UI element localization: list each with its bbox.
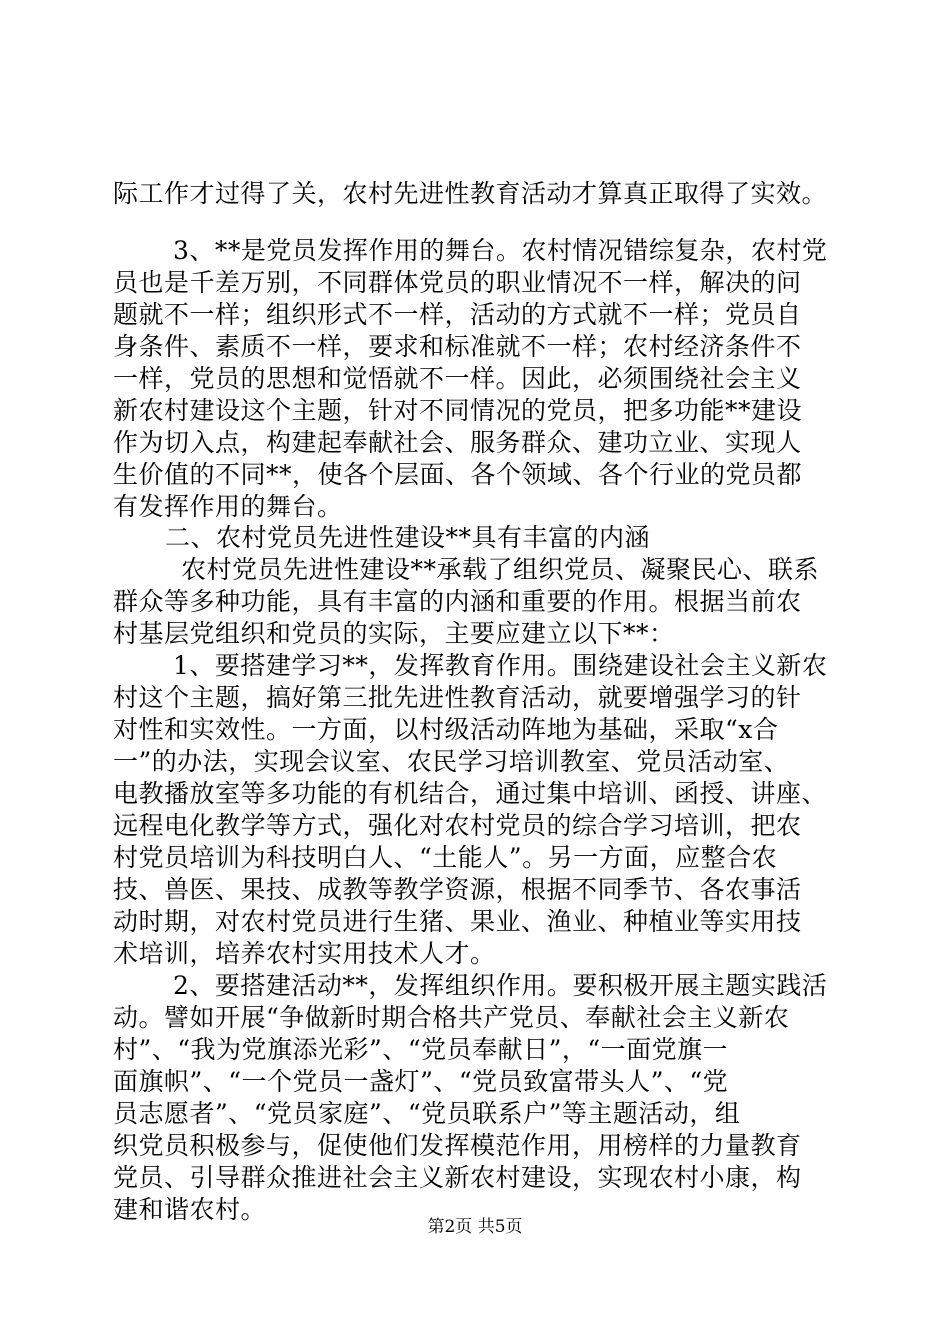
text-line: 对性和实效性。一方面，以村级活动阵地为基础，采取“x合 bbox=[113, 715, 779, 744]
text-line: 术培训，培养农村实用技术人才。 bbox=[113, 939, 496, 968]
text-line: 电教播放室等多功能的有机结合，通过集中培训、函授、讲座、 bbox=[113, 779, 828, 808]
text-line: 员志愿者”、“党员家庭”、“党员联系户”等主题活动，组 bbox=[113, 1099, 741, 1128]
text-line: 有发挥作用的舞台。 bbox=[113, 492, 343, 521]
text-line: 村这个主题，搞好第三批先进性教育活动，就要增强学习的针 bbox=[113, 683, 802, 712]
text-line: 动。譬如开展“争做新时期合格共产党员、奉献社会主义新农 bbox=[113, 1003, 790, 1032]
text-line: 身条件、素质不一样，要求和标准就不一样；农村经济条件不 bbox=[113, 332, 802, 361]
text-line: 际工作才过得了关，农村先进性教育活动才算真正取得了实效。 bbox=[113, 179, 828, 208]
text-line: 织党员积极参与，促使他们发挥模范作用，用榜样的力量教育 bbox=[113, 1131, 802, 1160]
text-line: 题就不一样；组织形式不一样，活动的方式就不一样；党员自 bbox=[113, 300, 802, 329]
text-line: 村基层党组织和党员的实际，主要应建立以下**： bbox=[113, 619, 675, 648]
text-line: 建和谐农村。 bbox=[113, 1195, 267, 1224]
text-line: 生价值的不同**，使各个层面、各个领域、各个行业的党员都 bbox=[113, 460, 803, 489]
section-heading: 二、农村党员先进性建设**具有丰富的内涵 bbox=[165, 523, 651, 552]
text-line: 作为切入点，构建起奉献社会、服务群众、建功立业、实现人 bbox=[113, 428, 802, 457]
text-line: 3、**是党员发挥作用的舞台。农村情况错综复杂，农村党 bbox=[173, 236, 828, 265]
text-line: 村党员培训为科技明白人、“土能人”。另一方面，应整合农 bbox=[113, 843, 778, 872]
text-line: 一样，党员的思想和觉悟就不一样。因此，必须围绕社会主义 bbox=[113, 364, 802, 393]
text-line: 技、兽医、果技、成教等教学资源，根据不同季节、各农事活 bbox=[113, 875, 802, 904]
text-line: 2、要搭建活动**，发挥组织作用。要积极开展主题实践活 bbox=[173, 971, 828, 1000]
text-line: 党员、引导群众推进社会主义新农村建设，实现农村小康，构 bbox=[113, 1163, 802, 1192]
page-number: 第2页 共5页 bbox=[427, 1217, 523, 1237]
text-line: 面旗帜”、“一个党员一盏灯”、“党员致富带头人”、“党 bbox=[113, 1067, 729, 1096]
text-line: 员也是千差万别，不同群体党员的职业情况不一样，解决的问 bbox=[113, 268, 802, 297]
text-line: 远程电化教学等方式，强化对农村党员的综合学习培训，把农 bbox=[113, 811, 802, 840]
text-line: 1、要搭建学习**，发挥教育作用。围绕建设社会主义新农 bbox=[173, 651, 828, 680]
text-line: 动时期，对农村党员进行生猪、果业、渔业、种植业等实用技 bbox=[113, 907, 802, 936]
text-line: 村”、“我为党旗添光彩”、“党员奉献日”，“一面党旗一 bbox=[113, 1035, 729, 1064]
text-line: 群众等多种功能，具有丰富的内涵和重要的作用。根据当前农 bbox=[113, 587, 802, 616]
text-line: 新农村建设这个主题，针对不同情况的党员，把多功能**建设 bbox=[113, 396, 803, 425]
text-line: 一”的办法，实现会议室、农民学习培训教室、党员活动室、 bbox=[113, 747, 790, 776]
text-line: 农村党员先进性建设**承载了组织党员、凝聚民心、联系 bbox=[181, 555, 820, 584]
